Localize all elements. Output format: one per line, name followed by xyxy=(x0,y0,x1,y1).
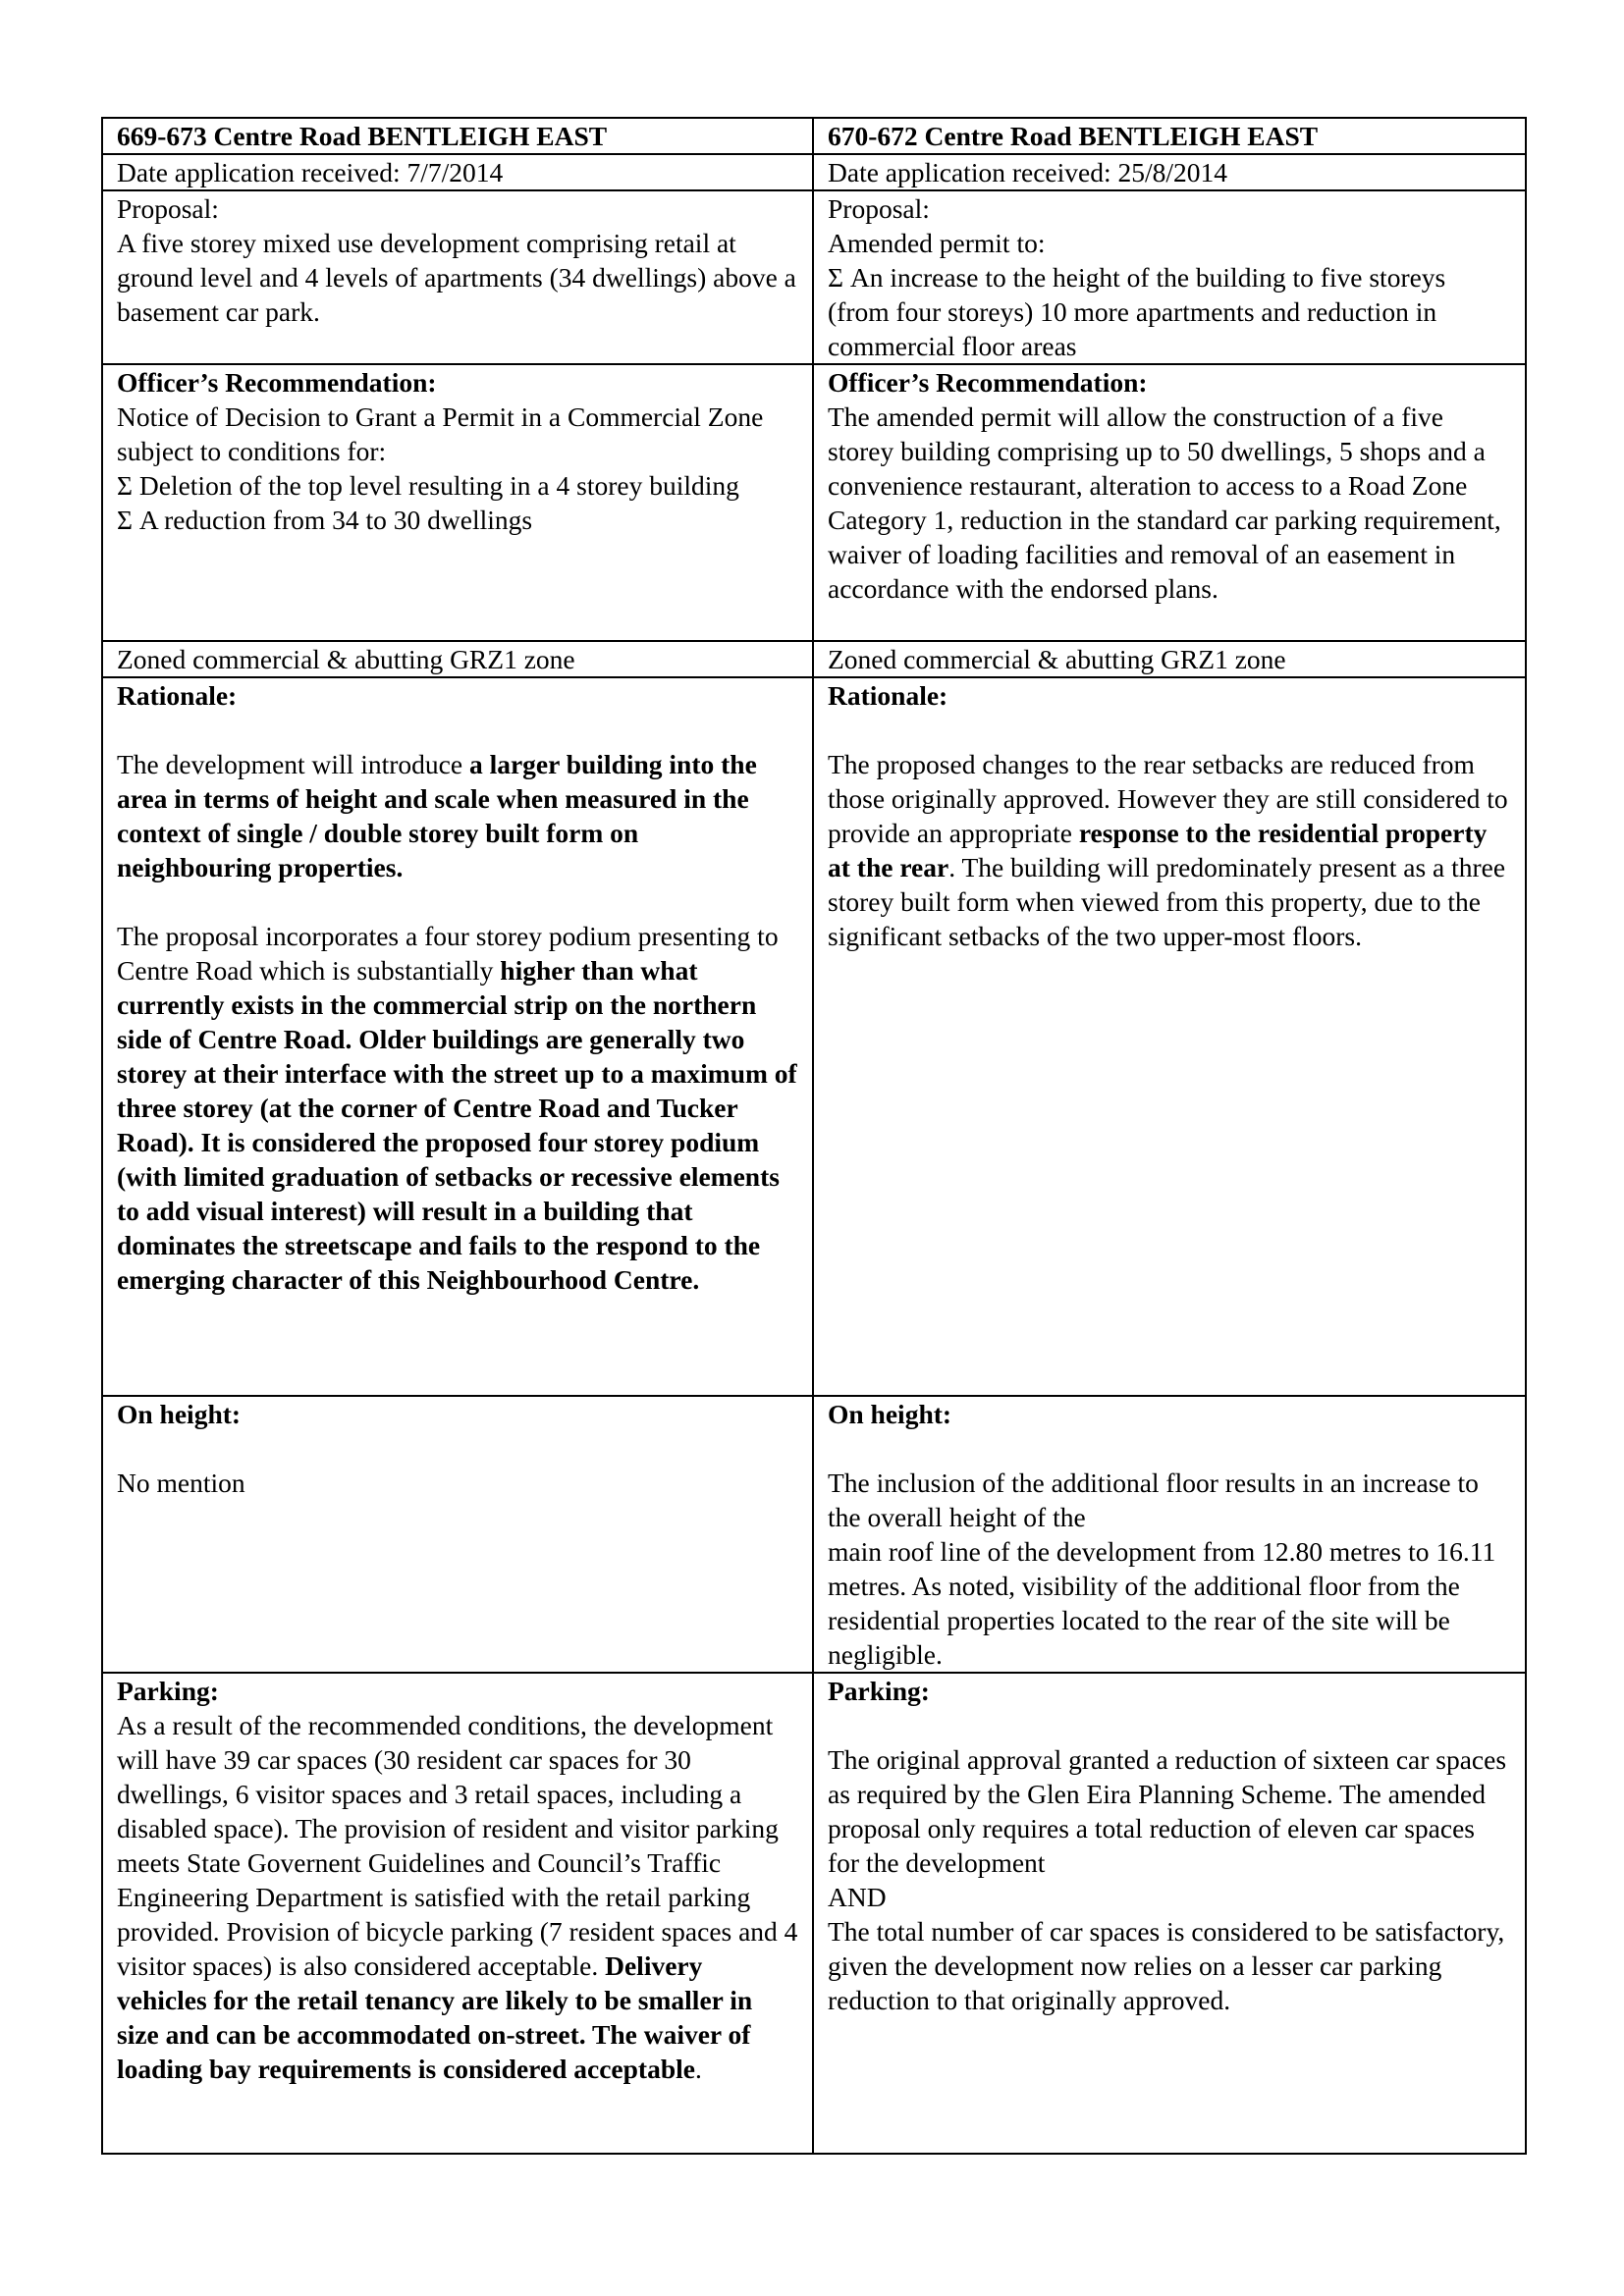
rationale-text: The development will introduce xyxy=(117,749,469,779)
left-parking-paragraph xyxy=(117,1708,798,2086)
rationale-text: The proposed changes to the rear setbacks are reduced from those originally approved. However they are still considered to provide an appropriate xyxy=(828,749,1508,848)
left-rationale-paragraph-2 xyxy=(117,919,798,1297)
right-zone-text: Zoned commercial & abutting GRZ1 zone xyxy=(828,644,1286,674)
right-proposal-item: Σ An increase to the height of the building to five storeys (from four storeys) 10 more apartments and reduction in commercial floor areas xyxy=(828,262,1446,361)
officer-recommendation-row xyxy=(102,364,1526,641)
left-proposal-text: A five storey mixed use development comprising retail at ground level and 4 levels of apartments (34 dwellings) above a basement car park. xyxy=(117,228,796,327)
right-officer-text: The amended permit will allow the construction of a five storey building comprising up to 50 dwellings, 5 shops and a convenience restaurant, alteration to access to a Road Zone Category 1, reduction in the standard car parking requirement, waiver of loading facilities and removal of an easement in accordance with the endorsed plans. xyxy=(828,401,1501,604)
left-height-label: On height: xyxy=(117,1399,242,1429)
rationale-text: . The building will predominately present as a three xyxy=(948,852,1506,882)
right-zone-cell xyxy=(813,641,1526,677)
right-date-received: Date application received: 25/8/2014 xyxy=(828,157,1228,187)
left-zone-cell xyxy=(102,641,813,677)
left-address-title: 669-673 Centre Road BENTLEIGH EAST xyxy=(117,121,608,151)
left-officer-item: Σ Deletion of the top level resulting in a 4 storey building xyxy=(117,470,739,501)
right-height-cell xyxy=(813,1396,1526,1673)
left-rationale-cell xyxy=(102,677,813,1396)
right-rationale-cell xyxy=(813,677,1526,1396)
left-officer-intro: Notice of Decision to Grant a Permit in a Commercial Zone subject to conditions for: xyxy=(117,401,764,466)
right-proposal-label: Proposal: xyxy=(828,193,930,224)
right-proposal-intro: Amended permit to: xyxy=(828,228,1046,258)
left-officer-cell xyxy=(102,364,813,641)
left-officer-item: Σ A reduction from 34 to 30 dwellings xyxy=(117,505,533,535)
right-address-title: 670-672 Centre Road BENTLEIGH EAST xyxy=(828,121,1319,151)
proposal-row xyxy=(102,190,1526,364)
left-proposal-label: Proposal: xyxy=(117,193,219,224)
right-height-label: On height: xyxy=(828,1399,952,1429)
left-zone-text: Zoned commercial & abutting GRZ1 zone xyxy=(117,644,575,674)
right-address-cell xyxy=(813,118,1526,154)
rationale-emphasis: higher than what currently exists in the commercial strip on the northern side of Centre Road. Older buildings are generally two storey at their interface with the street up to a maximum of three storey (at the corner of Centre Road and Tucker Road). It is considered the proposed four storey podium (with limited graduation of setbacks or recessive elements to add visual interest) will result in a building that dominates the streetscape and fails to the respond to the emerging character of this Neighbourhood Centre. xyxy=(117,955,797,1295)
left-officer-label: Officer’s Recommendation: xyxy=(117,367,437,398)
right-height-text-2: main roof line of the development from 12.80 metres to 16.11 metres. As noted, visibility of the additional floor from the residential properties located to the rear of the site will be negligible. xyxy=(828,1536,1496,1670)
left-height-cell xyxy=(102,1396,813,1673)
right-rationale-paragraph xyxy=(828,747,1511,884)
right-parking-and: AND xyxy=(828,1882,887,1912)
rationale-row xyxy=(102,677,1526,1396)
left-date-cell xyxy=(102,154,813,190)
right-rationale-label: Rationale: xyxy=(828,680,948,711)
address-row xyxy=(102,118,1526,154)
left-rationale-paragraph-1 xyxy=(117,747,798,884)
right-officer-label: Officer’s Recommendation: xyxy=(828,367,1148,398)
left-date-received: Date application received: 7/7/2014 xyxy=(117,157,504,187)
right-proposal-cell xyxy=(813,190,1526,364)
left-proposal-cell xyxy=(102,190,813,364)
parking-text: . xyxy=(694,2054,702,2084)
right-parking-text-1: The original approval granted a reduction of sixteen car spaces as required by the Glen Eira Planning Scheme. The amended proposal only requires a total reduction of eleven car spaces for the development xyxy=(828,1744,1507,1878)
right-parking-label: Parking: xyxy=(828,1676,930,1706)
parking-emphasis: Delivery vehicles for the retail tenancy are likely to be smaller in size and can be accommodated on-street. The waiver of loading bay requirements is considered acceptable xyxy=(117,1950,753,2084)
left-address-cell xyxy=(102,118,813,154)
parking-text: As a result of the recommended conditions, the development will have 39 car spaces (30 resident car spaces for 30 dwellings, 6 visitor spaces and 3 retail spaces, including a disabled space). The provision of resident and visitor parking meets State Governent Guidelines and Council’s Traffic Engineering Department is satisfied with the retail parking provided. Provision of bicycle parking (7 resident spaces and 4 visitor spaces) is also considered acceptable. xyxy=(117,1710,798,1981)
right-rationale-paragraph-cont: storey built form when viewed from this property, due to the significant setbacks of the two upper-most floors. xyxy=(828,886,1481,951)
right-date-cell xyxy=(813,154,1526,190)
right-parking-text-2: The total number of car spaces is considered to be satisfactory, given the development now relies on a lesser car parking reduction to that originally approved. xyxy=(828,1916,1505,2015)
right-officer-cell xyxy=(813,364,1526,641)
right-parking-cell xyxy=(813,1673,1526,2154)
right-height-text-1: The inclusion of the additional floor results in an increase to the overall height of the xyxy=(828,1468,1479,1532)
rationale-emphasis: a larger building into the area in terms of height and scale when measured in the context of single / double storey built form on neighbouring properties. xyxy=(117,749,757,882)
zoning-row xyxy=(102,641,1526,677)
left-height-text: No mention xyxy=(117,1468,245,1498)
left-parking-label: Parking: xyxy=(117,1676,219,1706)
rationale-emphasis: response to the residential property at the rear xyxy=(828,818,1488,882)
left-rationale-label: Rationale: xyxy=(117,680,238,711)
left-parking-cell xyxy=(102,1673,813,2154)
comparison-table xyxy=(101,117,1527,2155)
height-row xyxy=(102,1396,1526,1673)
parking-row xyxy=(102,1673,1526,2154)
date-row xyxy=(102,154,1526,190)
rationale-text: The proposal incorporates a four storey podium presenting to Centre Road which is substantially xyxy=(117,921,779,986)
